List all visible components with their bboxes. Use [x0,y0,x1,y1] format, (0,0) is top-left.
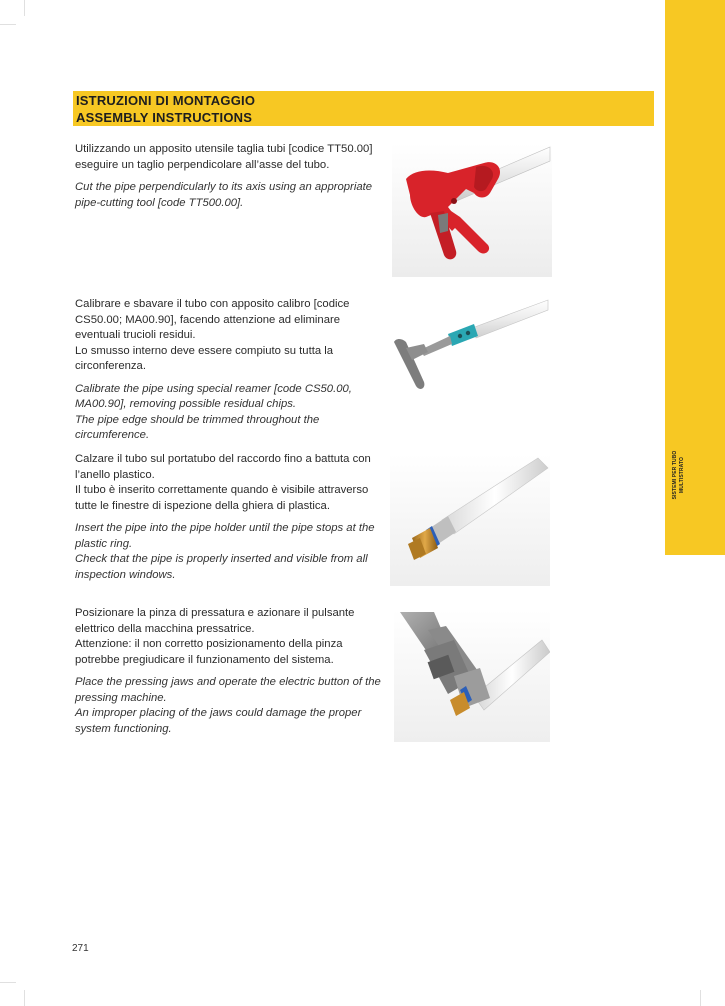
side-tab-line-1: SISTEMI PER TUBO [672,450,678,500]
step-3-english [75,521,387,583]
step-2-text [75,297,387,444]
crop-mark [0,982,16,983]
step-3-italian [75,452,387,514]
step-4-english-line-2: An improper placing of the jaws could damage the proper system functioning. [75,707,362,735]
step-2-english-line-2: The pipe edge should be trimmed throughout the circumference. [75,413,320,441]
side-tab-line-2: MULTISTRATO [678,456,685,494]
pipe-reamer-image [390,298,552,406]
step-2-english [75,382,387,444]
step-1-italian: Utilizzando un apposito utensile taglia tubi [codice TT50.00] eseguire un taglio perpendicolare all’asse del tubo. [75,143,373,171]
page-number: 271 [72,943,89,954]
step-4-italian-line-2: Attenzione: il non corretto posizionamento della pinza potrebbe pregiudicare il funzionamento del sistema. [75,638,343,666]
step-4-english-line-1: Place the pressing jaws and operate the electric button of the pressing machine. [75,676,381,704]
step-4-text [75,606,387,737]
step-2-italian [75,297,387,375]
pressing-jaws-image [394,610,550,742]
step-2-italian-line-1: Calibrare e sbavare il tubo con apposito calibro [codice CS50.00; MA00.90], facendo attenzione ad eliminare eventuali trucioli residui. [75,298,350,341]
step-3-english-line-2: Check that the pipe is properly inserted and visible from all inspection windows. [75,553,368,581]
section-header [73,91,654,126]
header-title-it: ISTRUZIONI DI MONTAGGIO [76,93,256,108]
crop-mark [24,0,25,16]
pipe-fitting-insertion-image [390,454,550,586]
step-2-english-line-1: Calibrate the pipe using special reamer [code CS50.00, MA00.90], removing possible residual chips. [75,382,352,410]
step-3-english-line-1: Insert the pipe into the pipe holder until the pipe stops at the plastic ring. [75,522,375,550]
header-title-en: ASSEMBLY INSTRUCTIONS [76,110,253,125]
side-tab-label [672,445,685,505]
step-3-italian-line-1: Calzare il tubo sul portatubo del raccordo fino a battuta con l’anello plastico. [75,453,371,481]
pipe-cutter-image [392,143,552,277]
step-1-english: Cut the pipe perpendicularly to its axis using an appropriate pipe-cutting tool [code TT500.00]. [75,181,373,209]
step-3-text [75,452,387,583]
step-4-italian-line-1: Posizionare la pinza di pressatura e azionare il pulsante elettrico della macchina pressatrice. [75,607,355,635]
step-4-italian [75,606,387,668]
crop-mark [24,990,25,1006]
crop-mark [700,990,701,1006]
step-4-english [75,675,387,737]
step-1-text [75,142,387,211]
crop-mark [0,24,16,25]
step-2-italian-line-2: Lo smusso interno deve essere compiuto su tutta la circonferenza. [75,344,334,372]
step-3-italian-line-2: Il tubo è inserito correttamente quando è visibile attraverso tutte le finestre di ispezione della ghiera di plastica. [75,484,369,512]
